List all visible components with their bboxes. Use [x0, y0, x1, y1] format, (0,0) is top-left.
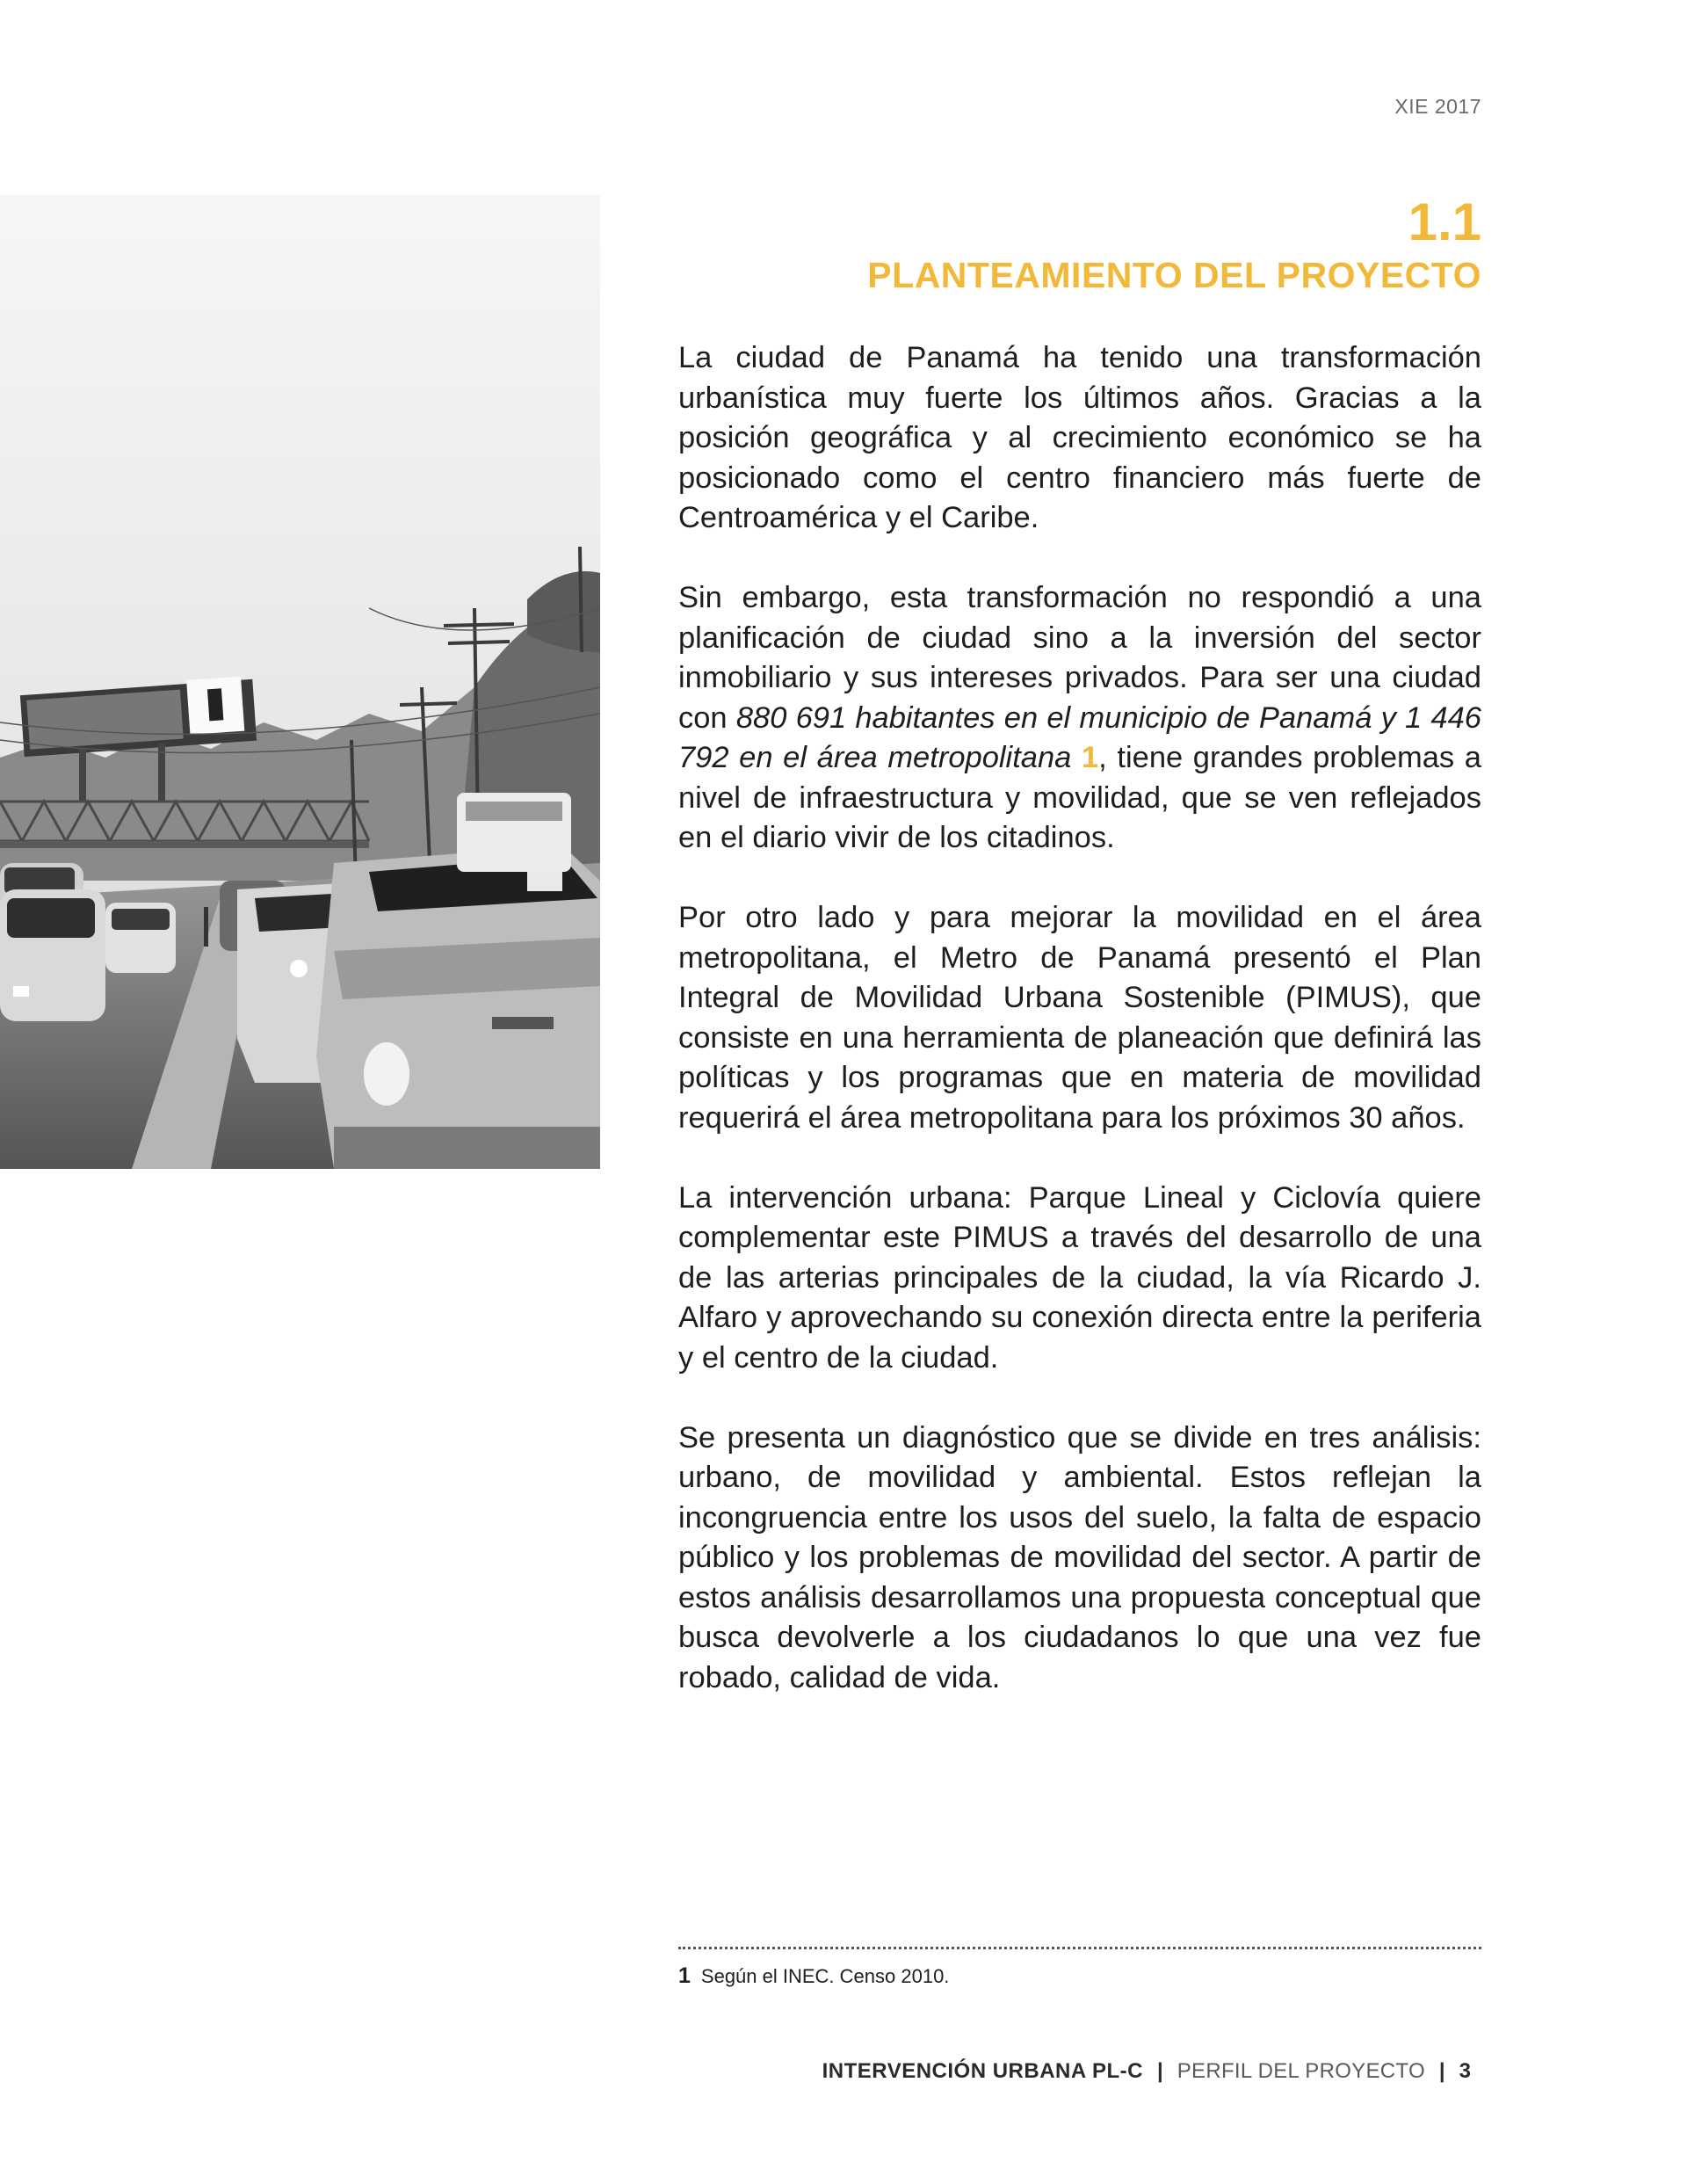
page-footer	[822, 2059, 1471, 2084]
section-number: 1.1	[1408, 192, 1481, 251]
paragraph-2-start: Sin embargo, esta transformación no respondió a una planificación de ciudad sino a la inversión del sector inmobiliario y sus intereses privados. Para ser una ciudad con	[678, 581, 1481, 735]
footer-separator: |	[1156, 2059, 1163, 2083]
body-text	[678, 338, 1481, 1698]
footnote	[678, 1963, 949, 1989]
paragraph-5: Se presenta un diagnóstico que se divide en tres análisis: urbano, de movilidad y ambiental. Estos reflejan la incongruencia entre los usos del suelo, la falta de espacio público y los problemas de movilidad del sector. A partir de estos análisis desarrollamos una propuesta conceptual que busca devolverle a los ciudadanos lo que una vez fue robado, calidad de vida.	[678, 1420, 1481, 1694]
population-figures: 880 691 habitantes en el municipio de Panamá y 1 446 792 en el área metropolitana	[678, 700, 1481, 774]
footnote-divider	[678, 1947, 1481, 1949]
traffic-street-photo	[0, 195, 600, 1169]
footer-title: INTERVENCIÓN URBANA PL-C	[822, 2059, 1143, 2083]
footer-subtitle: PERFIL DEL PROYECTO	[1177, 2059, 1425, 2083]
page-number: 3	[1459, 2059, 1471, 2083]
paragraph-1: La ciudad de Panamá ha tenido una transformación urbanística muy fuerte los últimos años. Gracias a la posición geográfica y al crecimiento económico se ha posicionado como el centro financiero más fuerte de Centroamérica y el Caribe.	[678, 341, 1481, 534]
footnote-number: 1	[678, 1963, 691, 1988]
footnote-text: Según el INEC. Censo 2010.	[700, 1965, 950, 1987]
header-tag: XIE 2017	[1394, 95, 1481, 118]
paragraph-4: La intervención urbana: Parque Lineal y Ciclovía quiere complementar este PIMUS a través del desarrollo de una de las arterias principales de la ciudad, la vía Ricardo J. Alfaro y aprovechando su conexión directa entre la periferia y el centro de la ciudad.	[678, 1180, 1481, 1375]
paragraph-2	[678, 578, 1481, 859]
paragraph-2-end: , tiene grandes problemas a nivel de infraestructura y movilidad, que se ven reflejados en el diario vivir de los citadinos.	[678, 741, 1481, 854]
footnote-reference: 1	[1081, 741, 1099, 774]
section-title: PLANTEAMIENTO DEL PROYECTO	[867, 255, 1481, 295]
footer-separator-2: |	[1438, 2059, 1445, 2083]
paragraph-3: Por otro lado y para mejorar la movilidad en el área metropolitana, el Metro de Panamá presentó el Plan Integral de Movilidad Urbana Sostenible (PIMUS), que consiste en una herramienta de planeación que definirá las políticas y los programas que en materia de movilidad requerirá el área metropolitana para los próximos 30 años.	[678, 901, 1481, 1135]
